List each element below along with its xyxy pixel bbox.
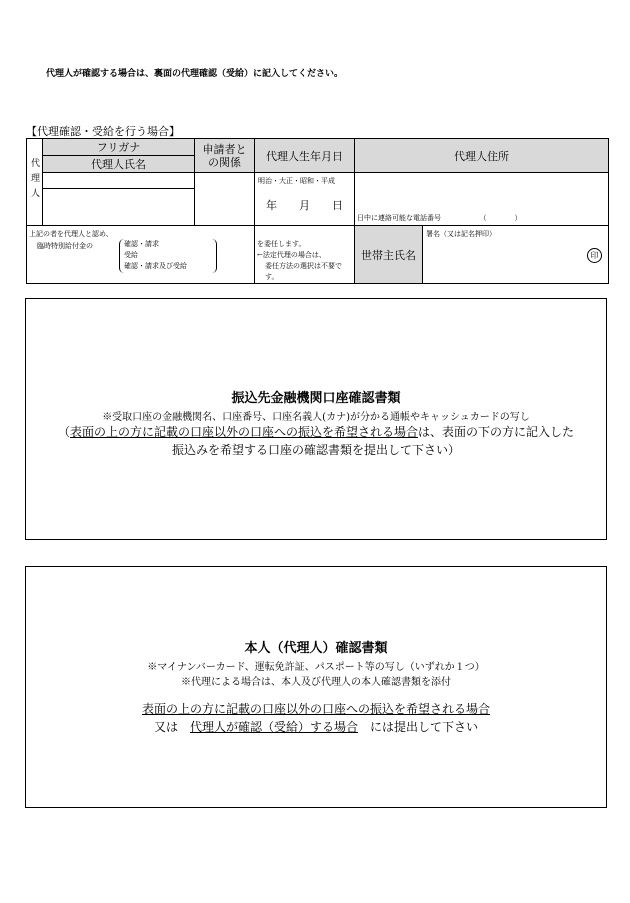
notice-text: 代理人が確認する場合は、裏面の代理確認（受給）に記入してください。 bbox=[46, 69, 344, 79]
proxy-name-header: 代理人氏名 bbox=[43, 156, 195, 173]
relation-field[interactable] bbox=[195, 173, 255, 226]
option-confirm-claim-receive[interactable]: 確認・請求及び受給 bbox=[124, 262, 187, 270]
seal-mark: 印 bbox=[587, 248, 602, 263]
option-confirm-claim[interactable]: 確認・請求 bbox=[124, 240, 159, 248]
delegation-suffix-cell: を委任します。 ←法定代理の場合は、 委任方法の選択は不要です。 bbox=[255, 226, 355, 284]
identity-doc-title: 本人（代理人）確認書類 bbox=[244, 641, 388, 656]
bank-account-doc-box bbox=[25, 298, 607, 540]
identity-doc-box bbox=[25, 566, 607, 808]
bank-doc-title: 振込先金融機関口座確認書類 bbox=[231, 391, 401, 406]
furigana-header: フリガナ bbox=[43, 139, 195, 156]
proxy-vertical-label: 代理人 bbox=[27, 139, 43, 226]
birthdate-field[interactable] bbox=[255, 173, 355, 226]
birthdate-header: 代理人生年月日 bbox=[255, 139, 355, 173]
delegation-cell: 上記の者を代理人と認め、 臨時特別給付金の 確認・請求 受給 確認・請求及び受給 bbox=[27, 226, 255, 284]
bank-doc-line3: 振込みを希望する口座の確認書類を提出して下さい） bbox=[171, 443, 460, 457]
address-field[interactable] bbox=[355, 173, 609, 226]
signature-field[interactable] bbox=[423, 226, 609, 284]
section-title: 【代理確認・受給を行う場合】 bbox=[26, 125, 180, 138]
relation-header: 申請者との関係 bbox=[195, 139, 255, 173]
proxy-name-field[interactable] bbox=[43, 189, 195, 226]
identity-doc-line3: 表面の上の方に記載の口座以外の口座への振込を希望される場合 bbox=[141, 702, 490, 716]
proxy-form-table bbox=[26, 138, 609, 284]
identity-doc-line4: 又は 代理人が確認（受給）する場合 には提出して下さい bbox=[153, 720, 479, 734]
furigana-field[interactable] bbox=[43, 173, 195, 189]
delegation-options-bracket bbox=[119, 239, 217, 273]
phone-label: 日中に連絡可能な電話番号 （ ） bbox=[357, 214, 522, 222]
bank-doc-line1: ※受取口座の金融機関名、口座番号、口座名義人(カナ)が分かる通帳やキャッシュカードの写し bbox=[102, 412, 530, 423]
signature-label: 署名（又は記名押印） bbox=[426, 230, 496, 238]
identity-doc-line1: ※マイナンバーカード、運転免許証、パスポート等の写し（いずれか１つ） bbox=[147, 662, 485, 673]
ymd-label: 年 月 日 bbox=[266, 199, 343, 212]
era-options: 明治・大正・昭和・平成 bbox=[258, 177, 335, 185]
householder-label: 世帯主氏名 bbox=[355, 226, 423, 284]
bank-doc-line2: （表面の上の方に記載の口座以外の口座への振込を希望される場合は、表面の下の方に記入した bbox=[57, 425, 575, 439]
identity-doc-line2: ※代理による場合は、本人及び代理人の本人確認書類を添付 bbox=[181, 677, 451, 688]
option-receive[interactable]: 受給 bbox=[124, 251, 138, 259]
address-header: 代理人住所 bbox=[355, 139, 609, 173]
